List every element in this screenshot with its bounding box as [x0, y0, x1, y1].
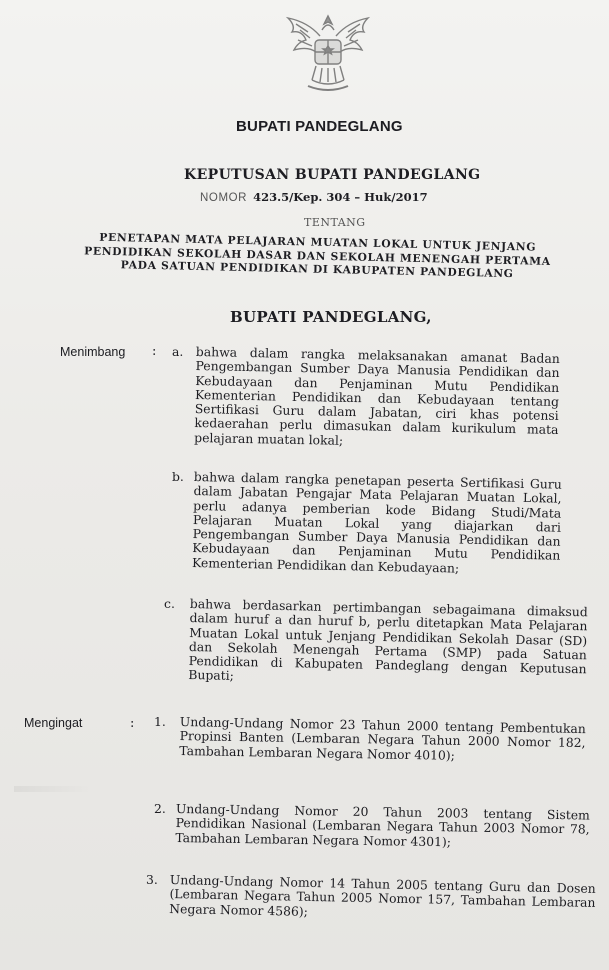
item-text: Undang-Undang Nomor 14 Tahun 2005 tentang Guru dan Dosen (Lembaran Negara Tahun 2005 Nomor 157, Tambahan Lembaran Negara Nomor 4586); [169, 872, 596, 919]
item-marker: b. [172, 469, 184, 484]
item-text: Undang-Undang Nomor 20 Tahun 2003 tentang Sistem Pendidikan Nasional (Lembaran Negara Tahun 2003 Nomor 78, Tambahan Lembaran Negara Nomor 4301); [175, 801, 590, 849]
decree-title: KEPUTUSAN BUPATI PANDEGLANG [184, 167, 481, 183]
decree-number [200, 190, 428, 204]
item-marker: c. [164, 596, 175, 611]
item-marker: a. [172, 344, 184, 359]
nomor-label: NOMOR [200, 192, 248, 204]
menimbang-label: Menimbang [60, 345, 126, 359]
nomor-value: 423.5/Kep. 304 – Huk/2017 [253, 190, 428, 204]
decree-subject: PENETAPAN MATA PELAJARAN MUATAN LOKAL UNTUK JENJANG PENDIDIKAN SEKOLAH DASAR DAN SEKOLAH MENENGAH PERTAMA PADA SATUAN PENDIDIKAN DI KABUPATEN PANDEGLANG [84, 230, 551, 281]
faint-mark [14, 786, 92, 792]
item-text: bahwa dalam rangka melaksanakan amanat Badan Pengembangan Sumber Daya Manusia Pendidikan dan Kebudayaan dan Penjaminan Mutu Pendidikan Kementerian Pendidikan dan Kebudayaan tentang Sertifikasi Guru dalam Jabatan, ciri khas potensi kedaerahan perlu dimasukan dalam kurikulum mata pelajaran muatan lokal; [194, 344, 560, 448]
item-marker: 1. [154, 714, 166, 729]
garuda-emblem-icon [278, 10, 378, 102]
mengingat-label: Mengingat [24, 716, 83, 730]
tentang-label: TENTANG [304, 216, 366, 229]
item-text: bahwa berdasarkan pertimbangan sebagaimana dimaksud dalam huruf a dan huruf b, perlu ditetapkan Mata Pelajaran Muatan Lokal untuk Jenjang Pendidikan Sekolah Dasar (SD) dan Sekolah Menengah Pertama (SMP) pada Satuan Pendidikan di Kabupaten Pandeglang dengan Keputusan Bupati; [188, 596, 588, 684]
bupati-subheading: BUPATI PANDEGLANG, [230, 308, 432, 326]
mengingat-colon: : [130, 716, 135, 731]
item-marker: 2. [154, 801, 166, 816]
item-marker: 3. [146, 872, 158, 887]
item-text: bahwa dalam rangka penetapan peserta Sertifikasi Guru dalam Jabatan Pengajar Mata Pelajaran Muatan Lokal, perlu adanya pemberian kode Bidang Studi/Mata Pelajaran Muatan Lokal yang diajarkan dari Pengembangan Sumber Daya Manusia Pendidikan dan Kebudayaan dan Penjaminan Mutu Pendidikan Kementerian Pendidikan dan Kebudayaan; [191, 469, 562, 576]
menimbang-colon: : [152, 344, 157, 359]
header-bupati: BUPATI PANDEGLANG [236, 118, 403, 135]
item-text: Undang-Undang Nomor 23 Tahun 2000 tentang Pembentukan Propinsi Banten (Lembaran Negara Tahun 2000 Nomor 182, Tambahan Lembaran Negara Nomor 4010); [179, 714, 586, 763]
